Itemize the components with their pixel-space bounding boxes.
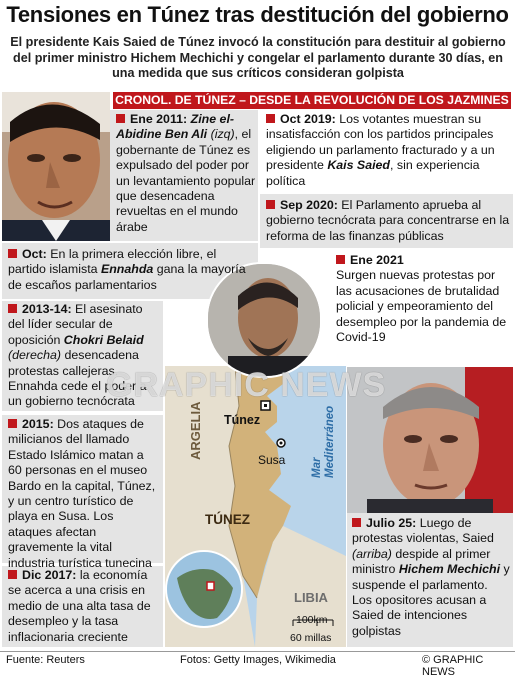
standfirst: El presidente Kais Saied de Túnez invocó la constitución para destituir al gobierno del primer ministro Hichem Mechichi y congelar el parlamento durante 30 días, en una medida que sus críticos consideran golpista <box>10 35 506 80</box>
globe-inset <box>163 548 245 630</box>
event-oct-2019: Oct 2019: Los votantes muestran su insatisfacción con los partidos principales eligiendo un parlamento fracturado y a un presidente Kais Saied, sin experiencia política <box>266 112 495 188</box>
map-label-country: TÚNEZ <box>205 512 250 527</box>
watermark: GRAPHIC NEWS <box>106 366 387 404</box>
map-label-city: Susa <box>258 453 286 467</box>
event-2015: 2015: Dos ataques de milicianos del llamado Estado Islámico matan a 60 personas en el museo Bardo en la capital, Túnez, y un centro turístico de playa en Susa. Los ataques afectan gravemente la vital industria turística tunecina <box>8 417 156 570</box>
map-scale-km: 100km <box>296 614 328 626</box>
event-dic-2017: Dic 2017: la economía se acerca a una crisis en medio de una alta tasa de desempleo y la tasa inflacionaria creciente <box>8 568 151 644</box>
event-ene-2011: Ene 2011: Zine el-Abidine Ben Ali (izq), el gobernante de Túnez es expulsado del poder por un levantamiento popular que desencadena revueltas en el mundo árabe <box>116 112 256 234</box>
event-2013-14: 2013-14: El asesinato del líder secular de oposición Chokri Belaid (derecha) desencadena protestas callejeras. Ennahda cede el poder a un gobierno tecnócrata <box>8 302 147 409</box>
map-label-libia: LIBIA <box>294 590 328 605</box>
bullet-square <box>352 518 361 527</box>
bullet-square <box>8 249 17 258</box>
event-julio-25: Julio 25: Luego de protestas violentas, Saied (arriba) despide al primer ministro Hichem Mechichi y suspende el parlamento. Los opositores acusan a Saied de intenciones golpistas <box>352 516 510 638</box>
event-sep-2020: Sep 2020: El Parlamento aprueba al gobierno tecnócrata para concentrarse en la reforma de las finanzas públicas <box>266 198 510 243</box>
event-oct: Oct: En la primera elección libre, el partido islamista Ennahda gana la mayoría de escaños parlamentarios <box>8 247 246 292</box>
bullet-square <box>8 570 17 579</box>
photo-ben-ali <box>2 92 110 241</box>
map-label-capital: Túnez <box>224 413 261 427</box>
bullet-square <box>8 304 17 313</box>
footer-photos: Fotos: Getty Images, Wikimedia <box>180 654 336 666</box>
bullet-square <box>116 114 125 123</box>
headline: Tensiones en Túnez tras destitución del gobierno <box>6 2 509 27</box>
bullet-square <box>336 255 345 264</box>
map-scale-mi: 60 millas <box>290 632 332 644</box>
timeline-banner: CRONOL. DE TÚNEZ – DESDE LA REVOLUCIÓN DE LOS JAZMINES <box>113 92 511 109</box>
bullet-square <box>266 200 275 209</box>
bullet-square <box>8 419 17 428</box>
ben-ali-portrait <box>2 92 110 241</box>
footer-credit: © GRAPHIC NEWS <box>422 654 484 678</box>
map-label-argelia: ARGELIA <box>188 401 203 460</box>
bullet-square <box>266 114 275 123</box>
footer-source: Fuente: Reuters <box>6 654 85 666</box>
event-ene-2021: Ene 2021 Surgen nuevas protestas por las acusaciones de brutalidad policial y empeoramiento del desempleo por la pandemia de Covid-19 <box>336 253 507 345</box>
globe-icon <box>163 548 245 630</box>
map-label-sea: Mar Mediterráneo <box>311 405 336 478</box>
